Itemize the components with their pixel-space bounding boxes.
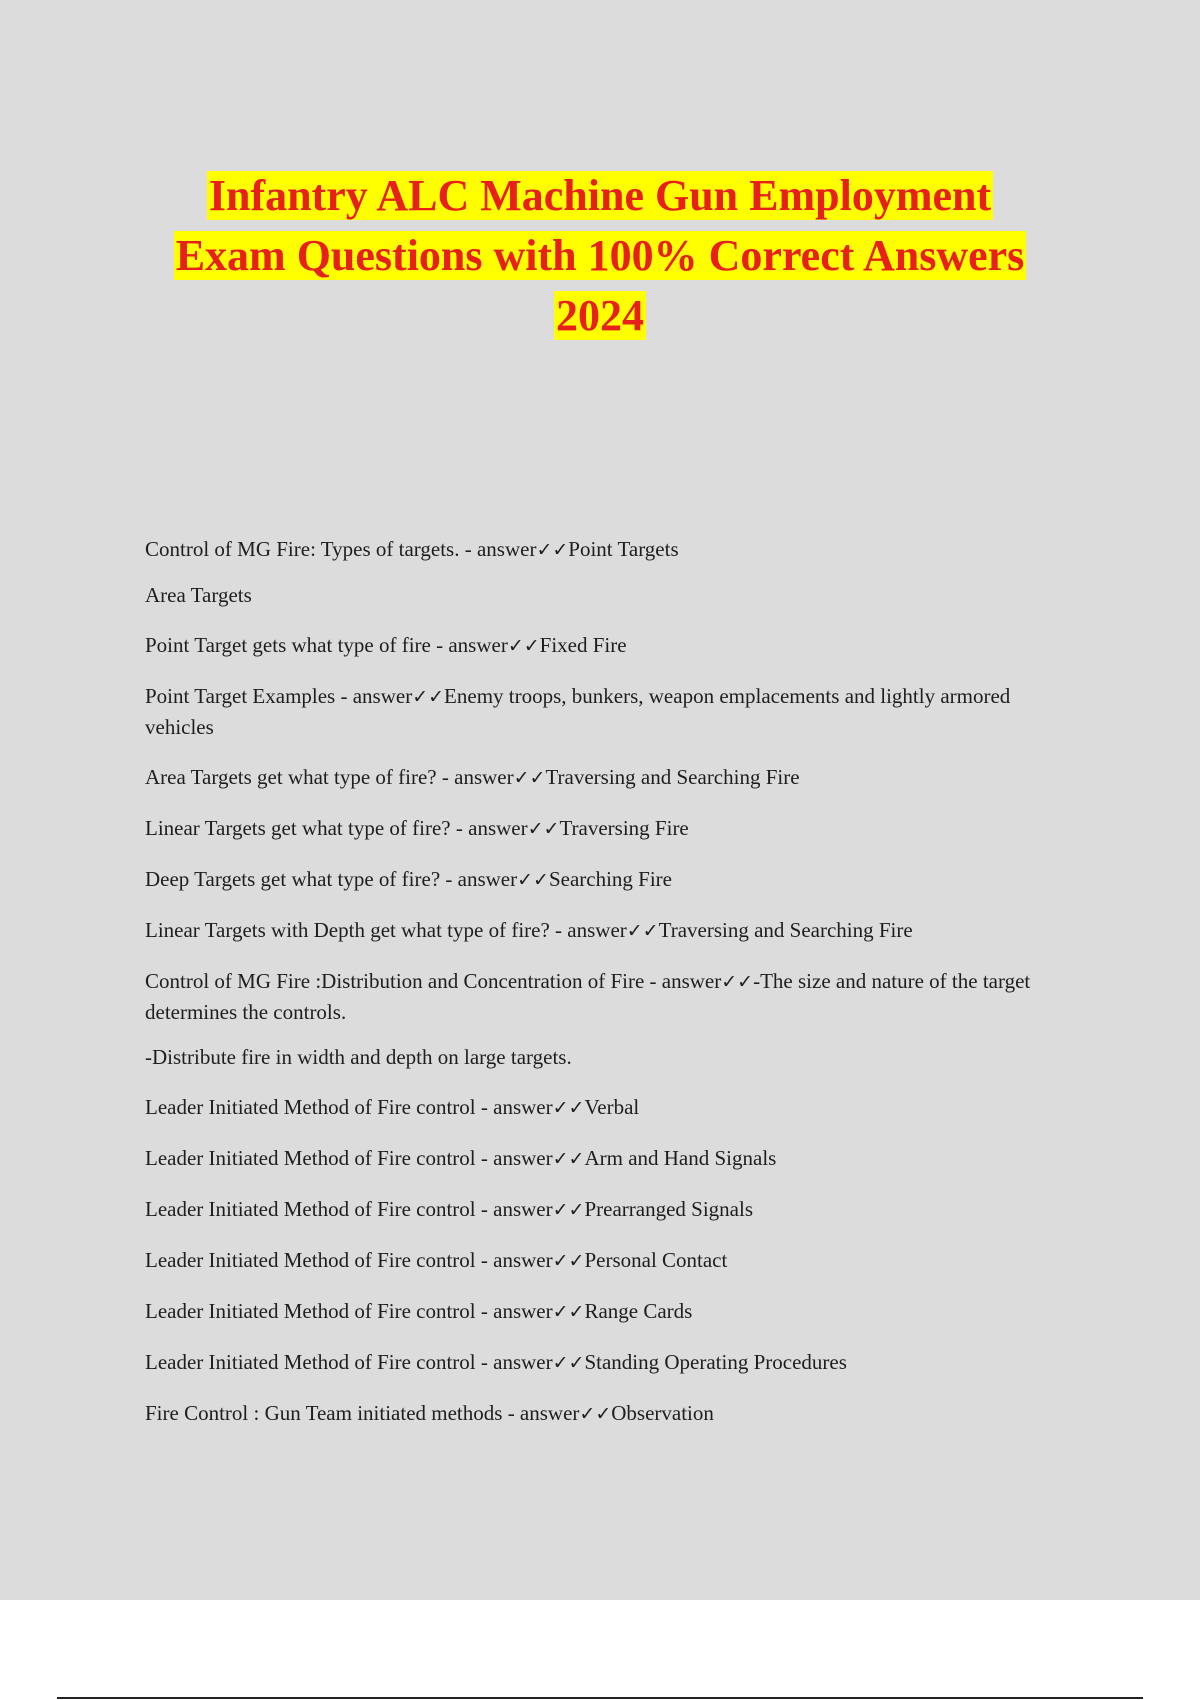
qa-item bbox=[145, 1042, 1080, 1072]
check-mark-icon: ✓✓ bbox=[552, 1301, 585, 1323]
check-mark-icon: ✓✓ bbox=[552, 1352, 585, 1374]
qa-item bbox=[145, 681, 1080, 742]
qa-item bbox=[145, 762, 1080, 793]
qa-question: Linear Targets get what type of fire? bbox=[145, 816, 451, 840]
qa-answer: Traversing and Searching Fire bbox=[658, 918, 913, 942]
qa-answer: Observation bbox=[611, 1401, 714, 1425]
check-mark-icon: ✓✓ bbox=[552, 1097, 585, 1119]
answer-separator: - answer bbox=[459, 537, 537, 561]
qa-answer: Point Targets bbox=[568, 537, 679, 561]
qa-answer: Range Cards bbox=[584, 1299, 693, 1323]
qa-item bbox=[145, 966, 1080, 1027]
answer-separator: - answer bbox=[475, 1299, 553, 1323]
qa-question: Control of MG Fire :Distribution and Concentration of Fire bbox=[145, 969, 645, 993]
qa-item bbox=[145, 1245, 1080, 1276]
check-mark-icon: ✓✓ bbox=[579, 1403, 612, 1425]
answer-separator: - answer bbox=[644, 969, 722, 993]
qa-question: Leader Initiated Method of Fire control bbox=[145, 1095, 476, 1119]
answer-separator: - answer bbox=[475, 1095, 553, 1119]
answer-separator: - answer bbox=[450, 816, 528, 840]
qa-question: Area Targets get what type of fire? bbox=[145, 765, 437, 789]
qa-answer: Traversing Fire bbox=[559, 816, 689, 840]
qa-list bbox=[145, 534, 1080, 1449]
check-mark-icon: ✓✓ bbox=[527, 818, 560, 840]
qa-item bbox=[145, 1092, 1080, 1123]
qa-answer: Traversing and Searching Fire bbox=[545, 765, 800, 789]
qa-question: Leader Initiated Method of Fire control bbox=[145, 1248, 476, 1272]
answer-separator: - answer bbox=[436, 765, 514, 789]
check-mark-icon: ✓✓ bbox=[552, 1250, 585, 1272]
answer-separator: - answer bbox=[475, 1146, 553, 1170]
qa-answer: Searching Fire bbox=[548, 867, 672, 891]
qa-item bbox=[145, 1398, 1080, 1429]
qa-question: Leader Initiated Method of Fire control bbox=[145, 1197, 476, 1221]
qa-answer: Prearranged Signals bbox=[584, 1197, 753, 1221]
qa-answer: Standing Operating Procedures bbox=[584, 1350, 847, 1374]
qa-question: Leader Initiated Method of Fire control bbox=[145, 1146, 476, 1170]
check-mark-icon: ✓✓ bbox=[552, 1148, 585, 1170]
check-mark-icon: ✓✓ bbox=[552, 1199, 585, 1221]
qa-question: Leader Initiated Method of Fire control bbox=[145, 1299, 476, 1323]
document-title bbox=[100, 166, 1100, 346]
qa-item bbox=[145, 864, 1080, 895]
check-mark-icon: ✓✓ bbox=[626, 920, 659, 942]
qa-item bbox=[145, 1347, 1080, 1378]
qa-question: Control of MG Fire: Types of targets. bbox=[145, 537, 460, 561]
qa-answer: Fixed Fire bbox=[539, 633, 627, 657]
check-mark-icon: ✓✓ bbox=[507, 635, 540, 657]
qa-item bbox=[145, 813, 1080, 844]
check-mark-icon: ✓✓ bbox=[517, 869, 549, 891]
answer-separator: - answer bbox=[549, 918, 627, 942]
answer-separator: - answer bbox=[475, 1197, 553, 1221]
qa-item bbox=[145, 1194, 1080, 1225]
qa-item bbox=[145, 1143, 1080, 1174]
qa-item bbox=[145, 534, 1080, 565]
qa-text: Area Targets bbox=[145, 583, 252, 607]
qa-item bbox=[145, 1296, 1080, 1327]
qa-question: Linear Targets with Depth get what type of fire? bbox=[145, 918, 550, 942]
footer-divider bbox=[57, 1697, 1143, 1699]
check-mark-icon: ✓✓ bbox=[412, 686, 445, 708]
title-line: Infantry ALC Machine Gun Employment bbox=[208, 171, 992, 220]
qa-question: Fire Control : Gun Team initiated methods bbox=[145, 1401, 503, 1425]
qa-answer: Personal Contact bbox=[584, 1248, 728, 1272]
qa-item bbox=[145, 915, 1080, 946]
answer-separator: - answer bbox=[335, 684, 413, 708]
qa-question: Deep Targets get what type of fire? bbox=[145, 867, 441, 891]
title-line: 2024 bbox=[556, 291, 644, 340]
check-mark-icon: ✓✓ bbox=[536, 539, 569, 561]
qa-question: Point Target gets what type of fire bbox=[145, 633, 431, 657]
qa-answer: Arm and Hand Signals bbox=[584, 1146, 777, 1170]
answer-separator: - answer bbox=[440, 867, 518, 891]
check-mark-icon: ✓✓ bbox=[721, 971, 754, 993]
check-mark-icon: ✓✓ bbox=[513, 767, 546, 789]
answer-separator: - answer bbox=[475, 1350, 553, 1374]
answer-separator: - answer bbox=[475, 1248, 553, 1272]
qa-item bbox=[145, 630, 1080, 661]
qa-answer: Verbal bbox=[584, 1095, 640, 1119]
qa-question: Leader Initiated Method of Fire control bbox=[145, 1350, 476, 1374]
qa-answer: -The size and nature of the target determines the controls. bbox=[145, 969, 1031, 1024]
title-line: Exam Questions with 100% Correct Answers bbox=[175, 231, 1025, 280]
qa-answer: Enemy troops, bunkers, weapon emplacements and lightly armored vehicles bbox=[145, 684, 1011, 739]
qa-item bbox=[145, 580, 1080, 610]
answer-separator: - answer bbox=[502, 1401, 580, 1425]
qa-text: -Distribute fire in width and depth on large targets. bbox=[145, 1045, 572, 1069]
answer-separator: - answer bbox=[430, 633, 508, 657]
qa-question: Point Target Examples bbox=[145, 684, 336, 708]
